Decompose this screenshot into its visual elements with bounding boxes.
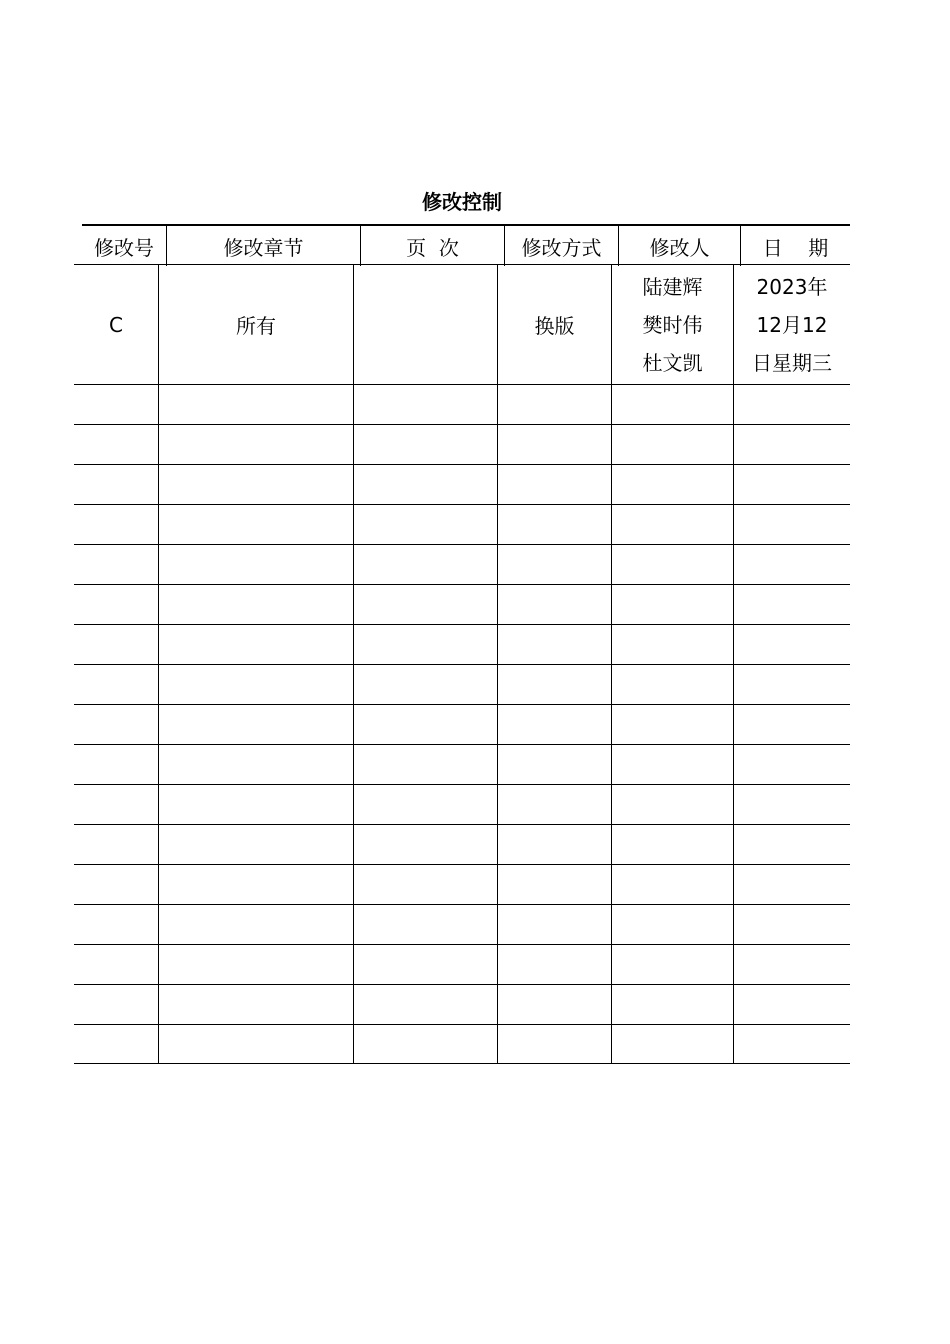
table-cell [353,505,497,544]
table-cell [353,865,497,904]
table-cell [733,745,850,784]
table-row [74,464,850,504]
table-cell [353,945,497,984]
table-cell [733,985,850,1024]
table-cell [158,985,353,1024]
table-cell [74,745,158,784]
table-cell [158,945,353,984]
table-cell [497,545,611,584]
page-title: 修改控制 [422,190,502,214]
table-cell [733,465,850,504]
table-row [74,264,850,384]
table-cell [733,785,850,824]
table-cell [74,985,158,1024]
table-cell [74,385,158,424]
table-cell [74,705,158,744]
table-cell [158,545,353,584]
table-row [74,984,850,1024]
table-row [74,544,850,584]
table-cell [353,465,497,504]
header-page: 页 次 [360,226,504,266]
table-row [74,704,850,744]
table-cell [158,505,353,544]
table-cell [733,825,850,864]
table-cell [158,465,353,504]
table-cell [611,665,733,704]
cell-method: 换版 [497,265,611,384]
table-row [74,904,850,944]
table-row [74,1024,850,1064]
table-cell [353,745,497,784]
table-cell [74,785,158,824]
table-cell [733,505,850,544]
table-row [74,784,850,824]
table-cell [611,905,733,944]
table-cell [497,945,611,984]
table-cell [353,545,497,584]
table-cell [158,825,353,864]
table-cell [733,625,850,664]
table-cell [611,545,733,584]
table-cell [611,745,733,784]
table-cell [497,785,611,824]
table-cell [74,545,158,584]
table-cell [733,705,850,744]
table-cell [611,945,733,984]
table-row [74,584,850,624]
table-row [74,504,850,544]
table-cell [353,905,497,944]
table-cell [74,825,158,864]
table-cell [497,625,611,664]
table-row [74,384,850,424]
table-cell [497,825,611,864]
table-cell [158,425,353,464]
table-cell [497,1025,611,1063]
table-cell [497,385,611,424]
cell-page [353,265,497,384]
header-date: 日 期 [740,226,850,266]
table-cell [353,1025,497,1063]
table-cell [158,705,353,744]
table-cell [74,905,158,944]
table-cell [353,785,497,824]
table-cell [611,585,733,624]
revision-table [74,264,850,1064]
table-cell [497,705,611,744]
date-line: 2023年 [756,274,828,299]
table-cell [497,665,611,704]
table-cell [158,865,353,904]
table-row [74,624,850,664]
table-cell [733,945,850,984]
table-cell [158,1025,353,1063]
table-row [74,424,850,464]
table-cell [74,945,158,984]
cell-section: 所有 [158,265,353,384]
table-cell [497,865,611,904]
table-cell [497,745,611,784]
header-revision-no: 修改号 [94,235,154,260]
table-cell [733,385,850,424]
table-cell [158,785,353,824]
table-cell [611,985,733,1024]
table-cell [497,505,611,544]
table-cell [74,585,158,624]
cell-date [733,265,850,384]
table-row [74,824,850,864]
table-cell [733,425,850,464]
table-cell [611,705,733,744]
table-cell [611,385,733,424]
table-cell [74,425,158,464]
table-cell [158,385,353,424]
date-line: 12月12 [756,312,828,337]
table-row [74,744,850,784]
table-cell [74,665,158,704]
table-cell [497,465,611,504]
cell-modifiers [611,265,733,384]
table-cell [733,545,850,584]
table-cell [353,585,497,624]
table-cell [611,465,733,504]
table-cell [353,985,497,1024]
table-row [74,944,850,984]
modifier-name: 陆建辉 [642,274,703,299]
table-cell [497,585,611,624]
table-row [74,864,850,904]
table-row [74,664,850,704]
table-cell [158,745,353,784]
table-cell [611,625,733,664]
date-line: 日星期三 [752,350,832,375]
table-cell [74,865,158,904]
header-section: 修改章节 [166,226,360,266]
table-cell [733,905,850,944]
table-cell [497,905,611,944]
table-cell [74,1025,158,1063]
modifier-name: 杜文凯 [642,350,703,375]
table-cell [158,665,353,704]
table-cell [74,465,158,504]
table-cell [611,825,733,864]
table-cell [353,825,497,864]
table-cell [611,785,733,824]
table-cell [158,905,353,944]
table-cell [497,985,611,1024]
table-cell [74,505,158,544]
table-cell [611,425,733,464]
table-cell [353,425,497,464]
table-cell [353,665,497,704]
table-cell [733,585,850,624]
header-modifier: 修改人 [618,226,740,266]
table-cell [733,865,850,904]
table-cell [611,1025,733,1063]
table-cell [497,425,611,464]
table-cell [74,625,158,664]
table-cell [733,665,850,704]
table-cell [353,625,497,664]
table-cell [611,865,733,904]
table-cell [353,705,497,744]
table-cell [611,505,733,544]
table-cell [158,625,353,664]
table-header-row [82,224,850,264]
table-cell [158,585,353,624]
table-cell [353,385,497,424]
table-cell [733,1025,850,1063]
header-method: 修改方式 [504,226,618,266]
cell-revision-no: C [109,312,123,337]
modifier-name: 樊时伟 [642,312,703,337]
